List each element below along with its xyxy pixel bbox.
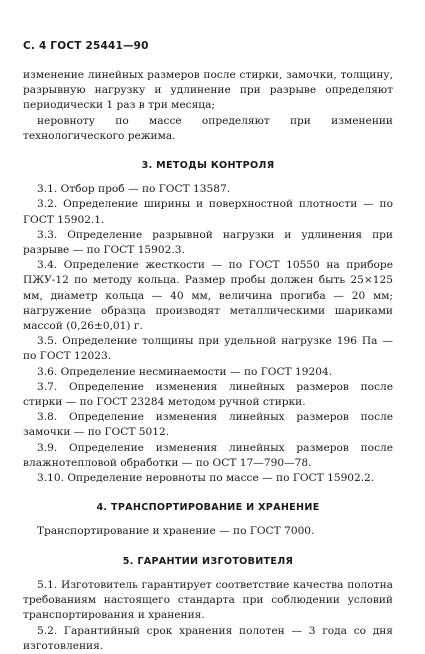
clause-3-1: 3.1. Отбор проб — по ГОСТ 13587.	[37, 183, 231, 196]
section-title-transport: 4. ТРАНСПОРТИРОВАНИЕ И ХРАНЕНИЕ	[96, 502, 320, 514]
clause-3-6: 3.6. Определение несминаемости — по ГОСТ 19204.	[37, 365, 333, 378]
intro-paragraph-2: неровноту по массе определяют при изменении технологического режима.	[23, 114, 393, 142]
clause-3-8: 3.8. Определение изменения линейных размеров после замочки — по ГОСТ 5012.	[23, 411, 393, 439]
clause-4: Транспортирование и хранение — по ГОСТ 7000.	[37, 525, 315, 538]
clause-3-2: 3.2. Определение ширины и поверхностной плотности — по ГОСТ 15902.1.	[23, 198, 393, 226]
clause-3-10: 3.10. Определение неровноты по массе — по ГОСТ 15902.2.	[37, 472, 375, 485]
clause-3-5: 3.5. Определение толщины при удельной нагрузке 196 Па — по ГОСТ 12023.	[23, 335, 393, 363]
clause-3-4: 3.4. Определение жесткости — по ГОСТ 10550 на приборе ПЖУ-12 по методу кольца. Размер пробы должен быть 25×125 мм, диаметр кольца — 40 мм, величина прогиба — 20 мм; нагружение образца производят металлическими шариками массой (0,26±0,01) г.	[23, 259, 393, 333]
clause-5-1: 5.1. Изготовитель гарантирует соответствие качества полотна требованиям настоящего стандарта при соблюдении условий транспортирования и хранения.	[23, 578, 393, 622]
clause-3-7: 3.7. Определение изменения линейных размеров после стирки — по ГОСТ 23284 методом ручной стирки.	[23, 380, 393, 409]
clause-3-3: 3.3. Определение разрывной нагрузки и удлинения при разрыве — по ГОСТ 15902.3.	[23, 228, 393, 257]
page-header: С. 4 ГОСТ 25441—90	[23, 40, 149, 52]
clause-5-2: 5.2. Гарантийный срок хранения полотен — 3 года со дня изготовления.	[23, 624, 393, 652]
section-title-methods: 3. МЕТОДЫ КОНТРОЛЯ	[141, 160, 275, 172]
intro-paragraph-1: изменение линейных размеров после стирки, замочки, толщину, разрывную нагрузку и удлинение при разрыве определяют периодически 1 раз в три месяца;	[23, 69, 393, 112]
document-body	[23, 68, 393, 654]
section-title-guarantees: 5. ГАРАНТИИ ИЗГОТОВИТЕЛЯ	[122, 555, 294, 567]
clause-3-9: 3.9. Определение изменения линейных размеров после влажнотепловой обработки — по ОСТ 17—790—78.	[23, 441, 393, 469]
